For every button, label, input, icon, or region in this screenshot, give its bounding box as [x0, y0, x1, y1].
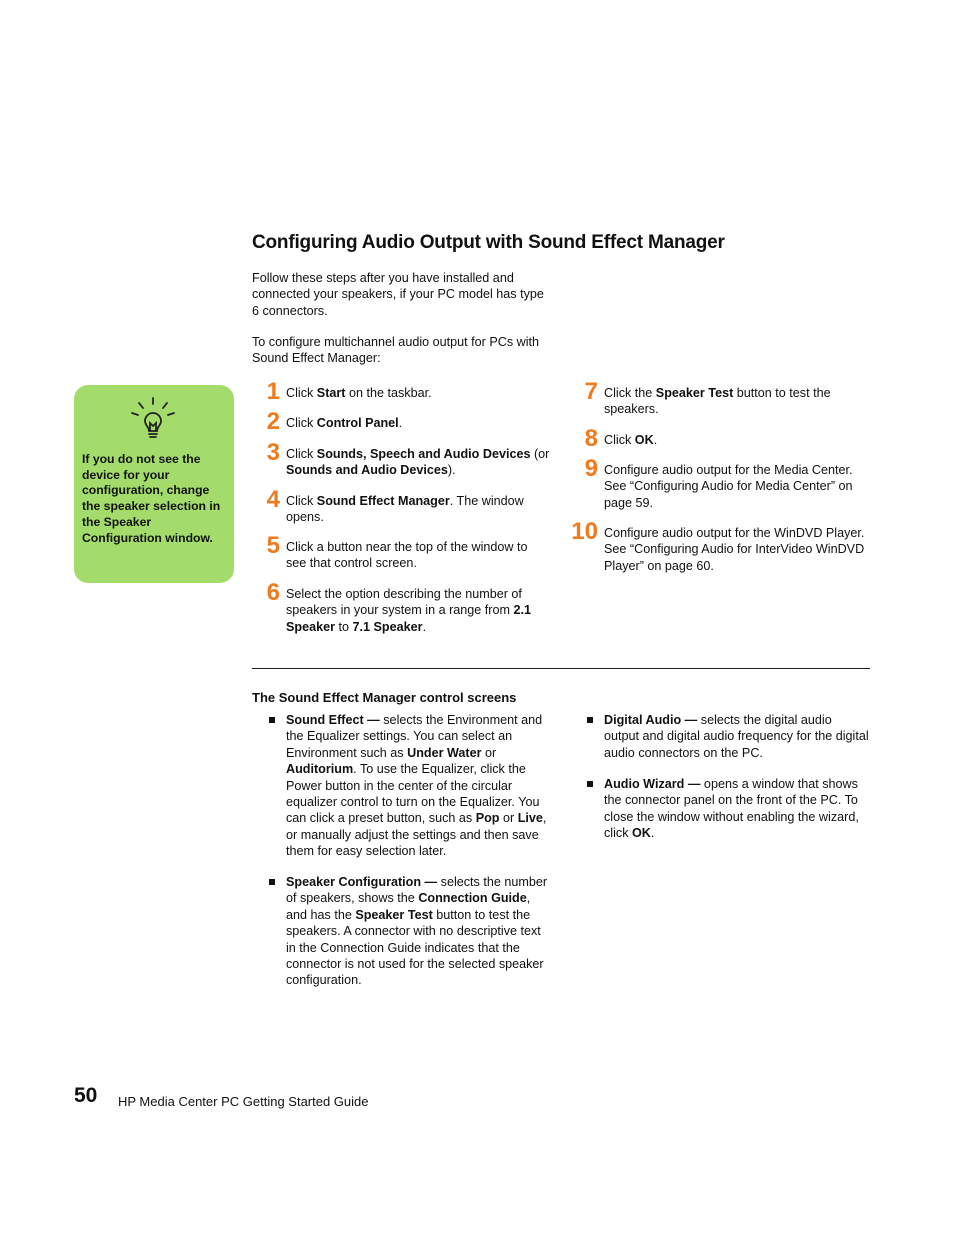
footer-guide-title: HP Media Center PC Getting Started Guide — [118, 1094, 369, 1109]
intro-paragraph: To configure multichannel audio output for PCs with Sound Effect Manager: — [252, 335, 540, 366]
step-number: 7 — [584, 378, 598, 405]
step-text — [286, 415, 551, 431]
bullet-term: Sound Effect — — [286, 713, 380, 727]
step-fragment: Configure audio output for the Media Center. See “Configuring Audio for Media Center” on page 59. — [604, 463, 853, 510]
bullet-emphasis: Auditorium — [286, 762, 354, 777]
step-text — [286, 493, 551, 526]
step-fragment: . The window opens. — [286, 494, 524, 525]
bullet-fragment: opens a window that shows the connector panel on the front of the PC. To close the window without enabling the wizard, click — [604, 777, 859, 841]
step-emphasis: 2.1 Speaker — [286, 603, 531, 634]
step-fragment: Click — [286, 447, 317, 461]
step-number: 9 — [584, 455, 598, 482]
step-text — [604, 525, 869, 574]
step-fragment: on the taskbar. — [345, 386, 432, 400]
step-fragment: . — [653, 433, 658, 447]
page-number: 50 — [74, 1084, 98, 1107]
bullet-item — [286, 874, 551, 989]
step-fragment: button to test the speakers. — [604, 386, 831, 417]
step-fragment: Click — [604, 433, 635, 447]
step-fragment: (or — [530, 447, 550, 461]
bullet-emphasis: Live — [517, 811, 543, 826]
step-emphasis: Control Panel — [316, 416, 399, 430]
step-fragment: Configure audio output for the WinDVD Player. See “Configuring Audio for InterVideo WinDVD Player” on page 60. — [604, 526, 865, 573]
step-fragment: Click — [286, 386, 317, 400]
step-emphasis: Sounds and Audio Devices — [286, 463, 448, 478]
bullet-emphasis: Pop — [475, 811, 500, 826]
step-fragment: to — [335, 619, 353, 634]
step-text — [604, 462, 869, 511]
bullet-emphasis: Connection Guide — [418, 891, 527, 906]
bullet-term: Audio Wizard — — [604, 777, 701, 791]
bullet-fragment: . To use the Equalizer, click the Power button in the center of the circular equalizer control to turn on the Equalizer. You can click a preset button, such as — [286, 762, 540, 826]
tip-text: If you do not see the device for your configuration, change the speaker selection in the Speaker Configuration window. — [82, 452, 221, 545]
step-text — [604, 432, 869, 448]
bullet-marker — [269, 717, 275, 723]
step-fragment: Click — [286, 494, 317, 508]
step-fragment: . — [398, 416, 403, 430]
section-divider — [252, 668, 870, 669]
lightbulb-icon — [128, 395, 178, 445]
step-text — [286, 586, 551, 635]
bullet-fragment: selects the number of speakers, shows the — [286, 875, 548, 906]
step-number: 4 — [266, 486, 280, 513]
bullet-fragment: or — [499, 811, 518, 826]
step-number: 2 — [266, 408, 280, 435]
bullet-fragment: . — [650, 826, 655, 841]
bullet-fragment: , and has the — [286, 891, 531, 922]
step-fragment: Click — [286, 416, 317, 430]
bullet-marker — [269, 879, 275, 885]
intro-paragraph: Follow these steps after you have installed and connected your speakers, if your PC model has type 6 connectors. — [252, 271, 544, 318]
step-text — [286, 539, 551, 572]
step-fragment: Click a button near the top of the window to see that control screen. — [286, 540, 528, 571]
bullet-item — [286, 712, 551, 860]
step-emphasis: Sound Effect Manager — [316, 494, 450, 508]
bullet-fragment: , or manually adjust the settings and then save them for easy selection later. — [286, 811, 547, 859]
step-fragment: ). — [447, 463, 456, 478]
step-emphasis: Speaker Test — [655, 386, 734, 400]
section-heading: The Sound Effect Manager control screens — [252, 690, 517, 705]
bullet-term: Digital Audio — — [604, 713, 698, 727]
step-text — [604, 385, 869, 418]
bullet-marker — [587, 717, 593, 723]
bullet-fragment: selects the Environment and the Equalizer settings. You can select an Environment such as — [286, 713, 543, 760]
step-text — [286, 446, 551, 479]
bullet-fragment: selects the digital audio output and digital audio frequency for the digital audio connectors on the PC. — [604, 713, 869, 760]
bullet-emphasis: Under Water — [407, 745, 482, 760]
step-fragment: Click the — [604, 386, 656, 400]
step-emphasis: Start — [316, 386, 346, 400]
step-text — [286, 385, 551, 401]
bullet-emphasis: OK — [632, 826, 651, 841]
step-number: 6 — [266, 579, 280, 606]
step-emphasis: OK — [634, 433, 654, 447]
step-number: 10 — [571, 518, 598, 545]
bullet-item — [604, 776, 869, 842]
step-number: 3 — [266, 439, 280, 466]
step-fragment: . — [422, 619, 427, 634]
step-fragment: Select the option describing the number of speakers in your system in a range from — [286, 587, 522, 618]
bullet-fragment: or — [481, 745, 497, 760]
step-emphasis: 7.1 Speaker — [352, 619, 423, 634]
bullet-marker — [587, 781, 593, 787]
bullet-fragment: button to test the speakers. A connector with no descriptive text in the Connection Guide indicates that the connector is not used for the selected speaker configuration. — [286, 907, 544, 988]
bullet-term: Speaker Configuration — — [286, 875, 438, 889]
step-number: 5 — [266, 532, 280, 559]
bullet-emphasis: Speaker Test — [355, 907, 433, 922]
step-number: 8 — [584, 425, 598, 452]
page-title: Configuring Audio Output with Sound Effect Manager — [252, 232, 725, 253]
tip-box — [74, 385, 234, 583]
step-emphasis: Sounds, Speech and Audio Devices — [316, 447, 531, 461]
step-number: 1 — [266, 378, 280, 405]
bullet-item — [604, 712, 869, 761]
